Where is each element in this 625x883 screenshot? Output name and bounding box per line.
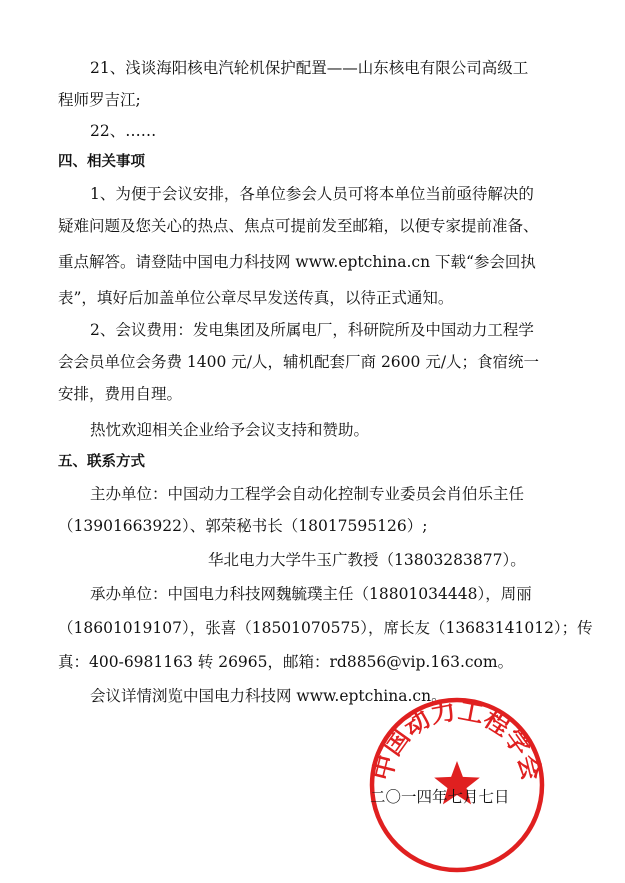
section-4-p2-line-3: 安排，费用自理。 [58,385,183,403]
item-21-line-2: 程师罗吉江; [58,91,141,109]
section-4-p2-line-1: 2、会议费用：发电集团及所属电厂，科研院所及中国动力工程学 [90,321,534,339]
section-4-heading: 四、相关事项 [58,154,145,170]
date-line: 二〇一四年七月七日 [370,788,510,806]
item-22: 22、…… [90,122,157,140]
organizer-line-3: 真：400-6981163 转 26965，邮箱：rd8856@vip.163.com。 [58,653,514,671]
organizer-line-1: 承办单位：中国电力科技网魏毓璞主任（18801034448），周丽 [90,585,532,603]
section-4-p2-line-2: 会会员单位会务费 1400 元/人，辅机配套厂商 2600 元/人；食宿统一 [58,353,540,371]
host-line-3: 华北电力大学牛玉广教授（13803283877）。 [208,551,526,569]
section-4-p1-line-4: 表”，填好后加盖单位公章尽早发送传真，以待正式通知。 [58,289,454,307]
section-4-p1-line-2: 疑难问题及您关心的热点、焦点可提前发至邮箱，以便专家提前准备、 [58,217,539,235]
section-4-p3: 热忱欢迎相关企业给予会议支持和赞助。 [90,421,370,439]
browse-line: 会议详情浏览中国电力科技网 www.eptchina.cn。 [90,687,447,705]
organizer-line-2: （18601019107），张喜（18501070575），席长友（13683141012）；传 [58,619,593,637]
host-line-2: （13901663922）、郭荣秘书长（18017595126）; [58,517,428,535]
svg-text:中国动力工程学会: 中国动力工程学会 [367,695,547,784]
section-4-p1-line-1: 1、为便于会议安排，各单位参会人员可将本单位当前亟待解决的 [90,185,534,203]
host-line-1: 主办单位：中国动力工程学会自动化控制专业委员会肖伯乐主任 [90,485,525,503]
item-21-line-1: 21、浅谈海阳核电汽轮机保护配置——山东核电有限公司高级工 [90,59,529,77]
section-5-heading: 五、联系方式 [58,454,145,470]
official-seal [367,695,547,875]
section-4-p1-line-3: 重点解答。请登陆中国电力科技网 www.eptchina.cn 下载“参会回执 [58,253,536,271]
